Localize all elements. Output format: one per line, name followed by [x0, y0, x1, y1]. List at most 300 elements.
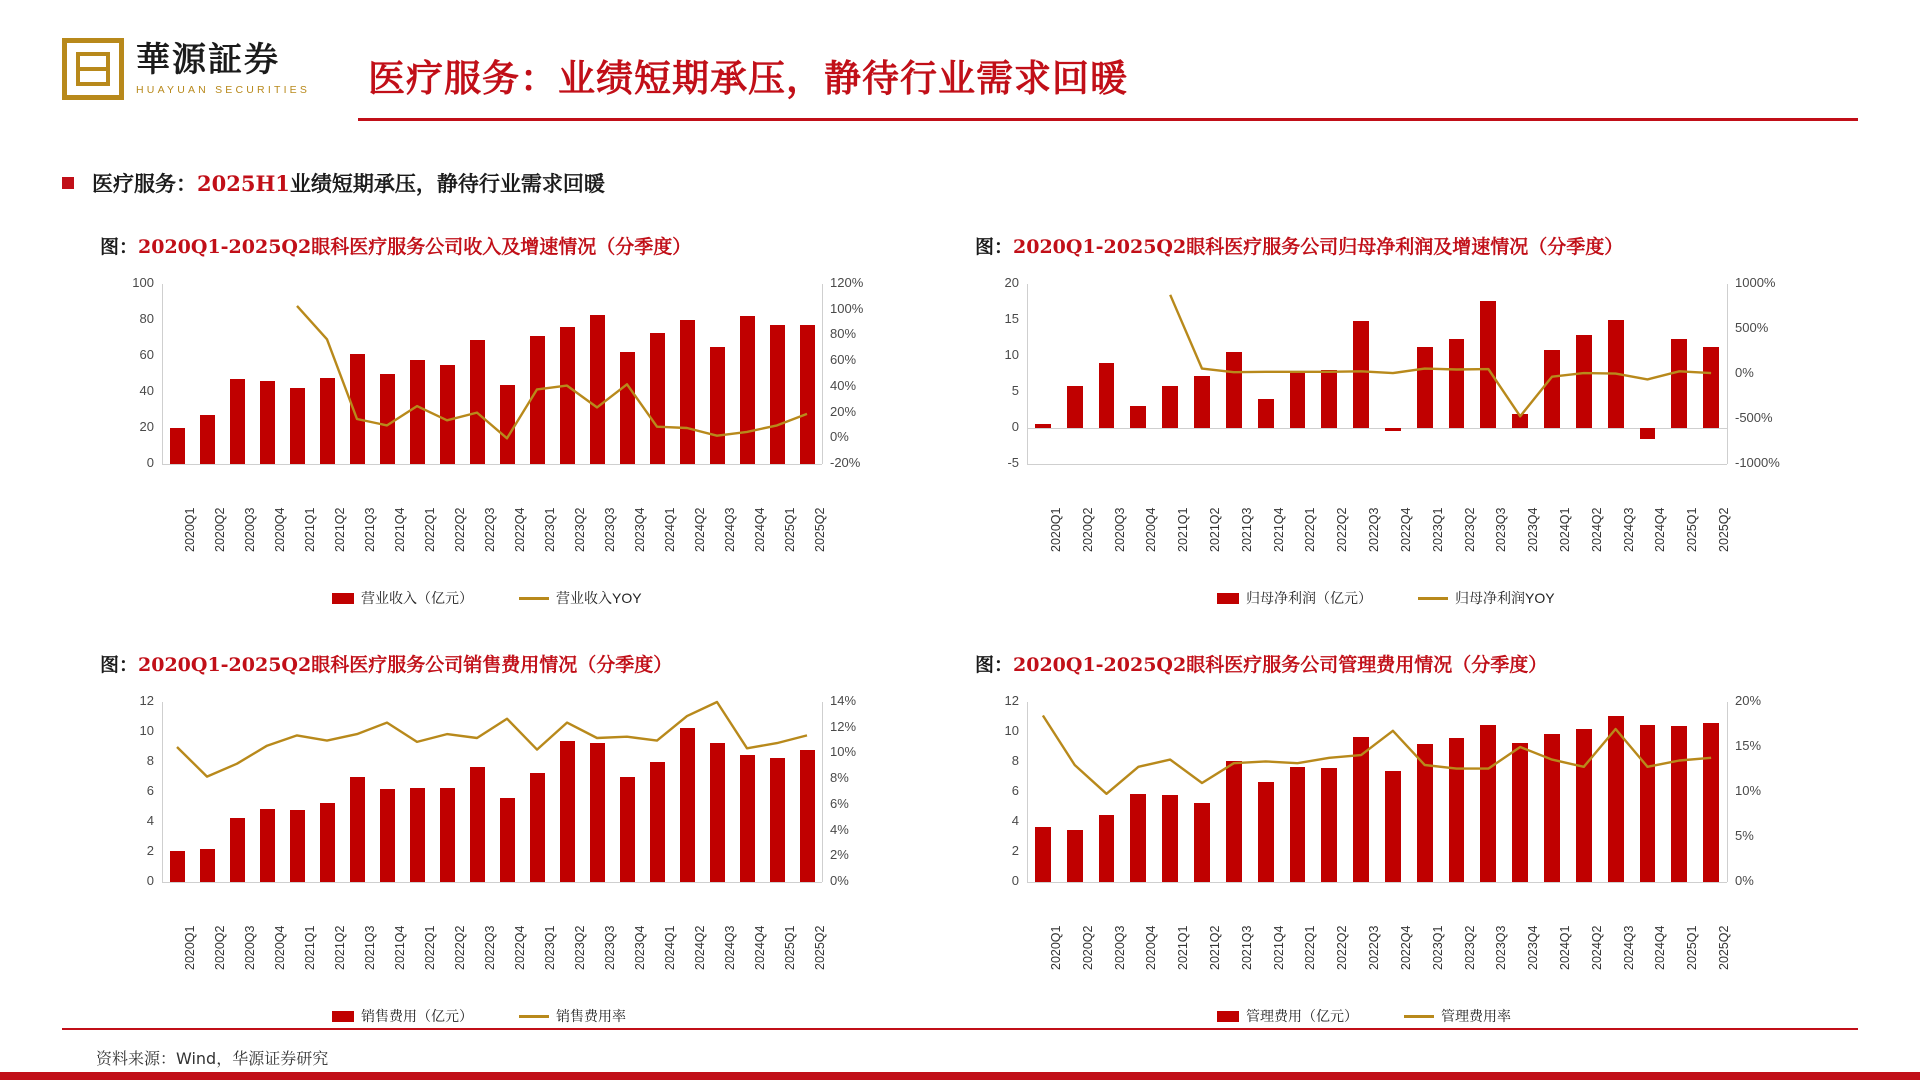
y-tick-left: 0 [146, 873, 154, 888]
y-tick-right: -500% [1735, 410, 1773, 425]
x-tick-label: 2021Q1 [303, 507, 317, 552]
chart-bar [1035, 827, 1051, 883]
chart-bar [1258, 782, 1274, 883]
chart-bar [1512, 414, 1528, 428]
y-tick-left: 20 [1004, 275, 1019, 290]
chart-bar [560, 741, 575, 882]
chart-line [297, 306, 807, 438]
x-tick-label: 2024Q3 [1621, 925, 1636, 970]
y-axis-right [822, 284, 823, 464]
chart-bar [230, 818, 245, 883]
legend-swatch-bar-icon [332, 1011, 354, 1022]
chart-bar [560, 327, 575, 464]
section-bullet [62, 168, 605, 198]
x-tick-label: 2022Q3 [1367, 507, 1382, 552]
chart-bar [1449, 738, 1465, 882]
chart-bar [1576, 335, 1592, 428]
x-tick-label: 2025Q1 [783, 925, 797, 970]
x-tick-label: 2021Q4 [1271, 925, 1286, 970]
x-tick-label: 2024Q1 [663, 507, 677, 552]
chart-bar [320, 803, 335, 883]
x-tick-label: 2023Q1 [543, 925, 557, 970]
x-tick-label: 2023Q3 [1494, 925, 1509, 970]
chart-bar [1449, 339, 1465, 428]
footer-bar [0, 1072, 1920, 1080]
x-tick-label: 2020Q1 [183, 507, 197, 552]
y-tick-right: 14% [830, 693, 857, 708]
x-tick-label: 2021Q3 [363, 925, 377, 970]
x-tick-label: 2020Q4 [273, 925, 287, 970]
chart-bar [1703, 723, 1719, 882]
chart-bar [1226, 761, 1242, 883]
y-tick-right: 500% [1735, 320, 1769, 335]
chart-bar [350, 354, 365, 464]
chart-bar [260, 381, 275, 464]
brand-logo [62, 38, 310, 100]
chart-bar [710, 743, 725, 883]
chart-bar [680, 320, 695, 464]
y-tick-right: -20% [830, 455, 861, 470]
x-tick-label: 2022Q1 [423, 507, 437, 552]
chart-bar [1226, 352, 1242, 428]
chart-bar [1608, 716, 1624, 883]
chart-bar [260, 809, 275, 883]
chart-title-lead: 图： [975, 654, 1014, 676]
y-axis-left [162, 284, 163, 464]
x-tick-label: 2021Q3 [1239, 925, 1254, 970]
chart-plot-revenue [100, 274, 900, 626]
x-tick-label: 2025Q2 [1717, 925, 1732, 970]
chart-bar [230, 379, 245, 464]
x-tick-label: 2020Q3 [1112, 507, 1127, 552]
chart-title-sales-expense [100, 650, 930, 677]
x-tick-label: 2025Q1 [783, 507, 797, 552]
chart-panel-revenue [100, 232, 930, 606]
chart-bar [500, 798, 515, 882]
x-tick-label: 2022Q2 [453, 925, 467, 970]
x-tick-label: 2022Q3 [483, 925, 497, 970]
x-tick-label: 2023Q3 [1494, 507, 1509, 552]
y-tick-left: 8 [1011, 753, 1019, 768]
x-tick-label: 2023Q4 [1526, 507, 1541, 552]
x-tick-label: 2024Q4 [753, 925, 767, 970]
chart-bar [1353, 321, 1369, 428]
x-tick-label: 2022Q1 [423, 925, 437, 970]
x-tick-label: 2020Q1 [1048, 507, 1063, 552]
chart-plot-sales-expense [100, 692, 900, 1044]
y-tick-right: -1000% [1735, 455, 1780, 470]
y-tick-right: 5% [1735, 828, 1754, 843]
chart-bar [200, 415, 215, 464]
x-tick-label: 2023Q3 [603, 507, 617, 552]
chart-legend [1217, 1006, 1511, 1026]
chart-bar [1353, 737, 1369, 883]
x-tick-label: 2021Q1 [303, 925, 317, 970]
chart-bar [320, 378, 335, 464]
chart-title-text: 2020Q1-2025Q2眼科医疗服务公司收入及增速情况（分季度） [138, 236, 692, 258]
chart-title-lead: 图： [100, 236, 139, 258]
legend-label-bar: 销售费用（亿元） [361, 1008, 473, 1024]
x-tick-label: 2025Q2 [1717, 507, 1732, 552]
x-tick-label: 2021Q4 [393, 507, 407, 552]
chart-title-text: 2020Q1-2025Q2眼科医疗服务公司管理费用情况（分季度） [1013, 654, 1548, 676]
chart-bar [1417, 347, 1433, 428]
x-tick-label: 2024Q2 [693, 507, 707, 552]
y-tick-left: 12 [139, 693, 154, 708]
legend-item-bar [332, 1006, 473, 1026]
y-tick-right: 8% [830, 770, 849, 786]
chart-bar [1480, 725, 1496, 883]
y-tick-right: 10% [1735, 783, 1762, 798]
x-axis [162, 464, 822, 465]
chart-title-admin-expense [975, 650, 1855, 677]
x-tick-label: 2022Q2 [1335, 925, 1350, 970]
chart-bar [1130, 794, 1146, 883]
chart-line [1170, 295, 1711, 417]
y-tick-left: 60 [139, 347, 154, 362]
x-tick-label: 2021Q2 [1208, 925, 1222, 970]
x-tick-label: 2024Q4 [753, 507, 767, 552]
x-tick-label: 2023Q2 [573, 507, 587, 552]
chart-bar [440, 788, 455, 883]
x-tick-label: 2020Q3 [1112, 925, 1127, 970]
chart-bar [170, 428, 185, 464]
chart-bar [410, 360, 425, 464]
y-tick-right: 6% [830, 795, 849, 811]
x-tick-label: 2023Q4 [633, 925, 647, 970]
chart-bar [710, 347, 725, 464]
chart-bar [620, 352, 635, 464]
y-tick-right: 10% [830, 744, 857, 760]
chart-bar [1512, 743, 1528, 883]
y-tick-left: 12 [1004, 693, 1019, 708]
y-tick-left: 20 [139, 419, 154, 434]
y-tick-left: 0 [1011, 419, 1019, 434]
y-tick-right: 80% [830, 326, 857, 342]
chart-legend [332, 588, 642, 608]
x-tick-label: 2025Q1 [1685, 925, 1700, 970]
x-tick-label: 2023Q3 [603, 925, 617, 970]
chart-bar [650, 333, 665, 464]
legend-swatch-line-icon [519, 597, 549, 600]
legend-swatch-bar-icon [1217, 1011, 1239, 1022]
x-tick-label: 2020Q3 [243, 507, 257, 552]
x-tick-label: 2022Q4 [1398, 925, 1413, 970]
chart-bar [350, 777, 365, 882]
y-tick-left: 0 [1011, 873, 1019, 888]
x-tick-label: 2024Q2 [693, 925, 707, 970]
bullet-highlight: 2025H1 [197, 171, 290, 196]
y-tick-right: 60% [830, 352, 857, 368]
x-tick-label: 2022Q2 [1335, 507, 1350, 552]
chart-bar [290, 388, 305, 464]
x-tick-label: 2025Q2 [813, 507, 827, 552]
chart-bar [440, 365, 455, 464]
x-tick-label: 2023Q1 [1430, 925, 1445, 970]
y-tick-left: 5 [1011, 383, 1019, 398]
x-tick-label: 2020Q4 [273, 507, 287, 552]
legend-label-line: 营业收入YOY [556, 590, 642, 606]
chart-bar [1417, 744, 1433, 882]
chart-bar [530, 336, 545, 464]
chart-bar [1035, 424, 1051, 428]
chart-bar [1385, 771, 1401, 882]
chart-bar [1130, 406, 1146, 428]
x-tick-label: 2024Q3 [723, 507, 737, 552]
y-axis-left [1027, 702, 1028, 882]
y-tick-left: 100 [132, 275, 154, 290]
y-tick-left: 2 [146, 843, 154, 858]
legend-item-bar [1217, 1006, 1358, 1026]
chart-bar [200, 849, 215, 882]
chart-bar [1544, 734, 1560, 883]
zero-line [1027, 428, 1727, 429]
x-tick-label: 2024Q1 [663, 925, 677, 970]
chart-title-lead: 图： [975, 236, 1014, 258]
y-tick-right: 15% [1735, 738, 1762, 753]
legend-item-line [1418, 588, 1555, 608]
chart-bar [1067, 830, 1083, 883]
x-tick-label: 2025Q2 [813, 925, 827, 970]
y-tick-left: 4 [146, 813, 154, 828]
chart-bar [740, 316, 755, 464]
y-axis-right [1727, 702, 1728, 882]
chart-bar [500, 385, 515, 464]
chart-bar [530, 773, 545, 883]
x-tick-label: 2021Q4 [393, 925, 407, 970]
chart-line-layer [975, 274, 1823, 626]
x-tick-label: 2020Q2 [1080, 507, 1095, 552]
y-tick-left: 10 [1004, 347, 1019, 362]
x-tick-label: 2024Q3 [723, 925, 737, 970]
chart-bar [470, 340, 485, 464]
x-tick-label: 2020Q1 [183, 925, 197, 970]
x-tick-label: 2020Q1 [1048, 925, 1063, 970]
y-tick-left: 0 [146, 455, 154, 470]
chart-bar [1385, 428, 1401, 431]
chart-bar [1640, 428, 1656, 439]
y-tick-right: 4% [830, 821, 849, 837]
x-tick-label: 2022Q4 [513, 925, 527, 970]
logo-name-en: HUAYUAN SECURITIES [136, 83, 311, 96]
y-tick-right: 20% [830, 403, 857, 419]
x-tick-label: 2024Q2 [1589, 925, 1604, 970]
chart-bar [1544, 350, 1560, 428]
y-tick-right: 0% [1735, 873, 1754, 888]
chart-bar [380, 374, 395, 464]
chart-bar [1671, 339, 1687, 428]
chart-panel-netprofit [975, 232, 1855, 606]
slide-header [0, 0, 1920, 140]
chart-bar [1258, 399, 1274, 428]
legend-label-line: 管理费用率 [1441, 1008, 1511, 1024]
chart-bar [1099, 815, 1115, 883]
chart-bar [680, 728, 695, 883]
x-tick-label: 2021Q4 [1271, 507, 1286, 552]
chart-bar [590, 743, 605, 883]
y-tick-left: 15 [1004, 311, 1019, 326]
y-tick-left: 2 [1011, 843, 1019, 858]
legend-swatch-bar-icon [332, 593, 354, 604]
bullet-suffix: 业绩短期承压，静待行业需求回暖 [289, 171, 605, 196]
y-axis-left [162, 702, 163, 882]
y-tick-right: 12% [830, 718, 857, 734]
x-tick-label: 2023Q1 [543, 507, 557, 552]
logo-text [136, 42, 310, 95]
y-tick-right: 20% [1735, 693, 1762, 708]
x-tick-label: 2025Q1 [1685, 507, 1700, 552]
y-tick-left: 80 [139, 311, 154, 326]
x-tick-label: 2020Q4 [1144, 507, 1159, 552]
logo-name-cn: 華源証券 [136, 40, 280, 81]
chart-bar [620, 777, 635, 882]
chart-bar [770, 758, 785, 883]
chart-bar [800, 325, 815, 464]
chart-plot-admin-expense [975, 692, 1823, 1044]
chart-bar [1290, 372, 1306, 428]
y-tick-right: 120% [830, 275, 864, 290]
chart-panel-sales-expense [100, 650, 930, 1024]
x-tick-label: 2022Q2 [453, 507, 467, 552]
chart-bar [1480, 301, 1496, 428]
y-tick-left: 4 [1011, 813, 1019, 828]
legend-swatch-line-icon [519, 1015, 549, 1018]
x-tick-label: 2021Q1 [1176, 507, 1191, 552]
chart-bar [1671, 726, 1687, 882]
chart-bar [1576, 729, 1592, 882]
x-tick-label: 2022Q3 [483, 507, 497, 552]
chart-bar [1608, 320, 1624, 428]
y-tick-right: 2% [830, 847, 849, 863]
chart-bar [170, 851, 185, 883]
x-tick-label: 2024Q1 [1558, 507, 1572, 552]
x-axis [162, 882, 822, 883]
y-tick-left: 6 [1011, 783, 1019, 798]
legend-item-bar [1217, 588, 1372, 608]
chart-bar [1162, 795, 1178, 882]
y-tick-right: 0% [830, 873, 849, 888]
chart-bar [1703, 347, 1719, 428]
x-tick-label: 2020Q4 [1144, 925, 1159, 970]
bullet-text [92, 168, 605, 198]
legend-label-bar: 管理费用（亿元） [1246, 1008, 1358, 1024]
x-tick-label: 2021Q2 [1208, 507, 1222, 552]
chart-title-lead: 图： [100, 654, 139, 676]
y-axis-left [1027, 284, 1028, 464]
x-tick-label: 2023Q2 [573, 925, 587, 970]
x-tick-label: 2024Q1 [1558, 925, 1572, 970]
y-tick-left: 10 [139, 723, 154, 738]
header-divider [358, 118, 1858, 121]
chart-bar [1194, 376, 1210, 428]
chart-bar [470, 767, 485, 883]
x-tick-label: 2022Q4 [1398, 507, 1413, 552]
x-tick-label: 2021Q1 [1176, 925, 1191, 970]
chart-bar [1321, 370, 1337, 428]
x-tick-label: 2022Q1 [1303, 925, 1318, 970]
chart-bar [740, 755, 755, 883]
x-tick-label: 2023Q4 [1526, 925, 1541, 970]
chart-bar [1067, 386, 1083, 428]
chart-title-text: 2020Q1-2025Q2眼科医疗服务公司归母净利润及增速情况（分季度） [1013, 236, 1624, 258]
legend-swatch-line-icon [1404, 1015, 1434, 1018]
chart-bar [1162, 386, 1178, 428]
x-axis [1027, 882, 1727, 883]
x-tick-label: 2024Q4 [1653, 925, 1668, 970]
chart-panel-admin-expense [975, 650, 1855, 1024]
chart-bar [770, 325, 785, 464]
legend-label-line: 销售费用率 [556, 1008, 626, 1024]
x-tick-label: 2024Q3 [1621, 507, 1636, 552]
logo-mark-icon [62, 38, 124, 100]
chart-bar [1194, 803, 1210, 883]
chart-bar [1321, 768, 1337, 882]
legend-label-bar: 营业收入（亿元） [361, 590, 473, 606]
chart-bar [1640, 725, 1656, 883]
x-tick-label: 2020Q2 [213, 507, 227, 552]
chart-title-text: 2020Q1-2025Q2眼科医疗服务公司销售费用情况（分季度） [138, 654, 673, 676]
y-tick-left: 6 [146, 783, 154, 798]
source-note: 资料来源：Wind，华源证券研究 [96, 1049, 329, 1068]
page-title: 医疗服务：业绩短期承压，静待行业需求回暖 [368, 56, 1128, 100]
x-tick-label: 2020Q3 [243, 925, 257, 970]
chart-bar [800, 750, 815, 882]
y-tick-right: 0% [830, 429, 849, 445]
y-tick-right: 100% [830, 300, 864, 316]
x-tick-label: 2022Q3 [1367, 925, 1382, 970]
y-tick-right: 40% [830, 377, 857, 393]
x-tick-label: 2021Q3 [1239, 507, 1254, 552]
chart-legend [332, 1006, 626, 1026]
legend-item-line [519, 1006, 626, 1026]
chart-bar [590, 315, 605, 464]
y-tick-right: 1000% [1735, 275, 1776, 290]
x-tick-label: 2023Q2 [1462, 925, 1477, 970]
legend-item-line [1404, 1006, 1511, 1026]
legend-item-line [519, 588, 642, 608]
legend-label-bar: 归母净利润（亿元） [1246, 590, 1372, 606]
x-tick-label: 2023Q1 [1430, 507, 1445, 552]
x-tick-label: 2021Q2 [333, 507, 347, 552]
x-tick-label: 2020Q2 [213, 925, 227, 970]
x-tick-label: 2024Q2 [1589, 507, 1604, 552]
chart-bar [380, 789, 395, 882]
x-tick-label: 2023Q2 [1462, 507, 1477, 552]
legend-swatch-bar-icon [1217, 593, 1239, 604]
y-tick-left: 40 [139, 383, 154, 398]
y-axis-right [1727, 284, 1728, 464]
chart-bar [290, 810, 305, 882]
bullet-prefix: 医疗服务： [92, 171, 197, 196]
y-tick-left: 10 [1004, 723, 1019, 738]
chart-bar [650, 762, 665, 882]
y-tick-left: 8 [146, 753, 154, 768]
legend-label-line: 归母净利润YOY [1455, 590, 1555, 606]
legend-swatch-line-icon [1418, 597, 1448, 600]
y-tick-left: -5 [1007, 455, 1019, 470]
chart-bar [410, 788, 425, 883]
x-tick-label: 2021Q2 [333, 925, 347, 970]
x-tick-label: 2021Q3 [363, 507, 377, 552]
chart-bar [1290, 767, 1306, 883]
x-tick-label: 2023Q4 [633, 507, 647, 552]
bullet-square-icon [62, 177, 74, 189]
x-tick-label: 2020Q2 [1080, 925, 1095, 970]
chart-legend [1217, 588, 1555, 608]
chart-title-revenue [100, 232, 930, 259]
chart-plot-netprofit [975, 274, 1823, 626]
chart-bar [1099, 363, 1115, 428]
